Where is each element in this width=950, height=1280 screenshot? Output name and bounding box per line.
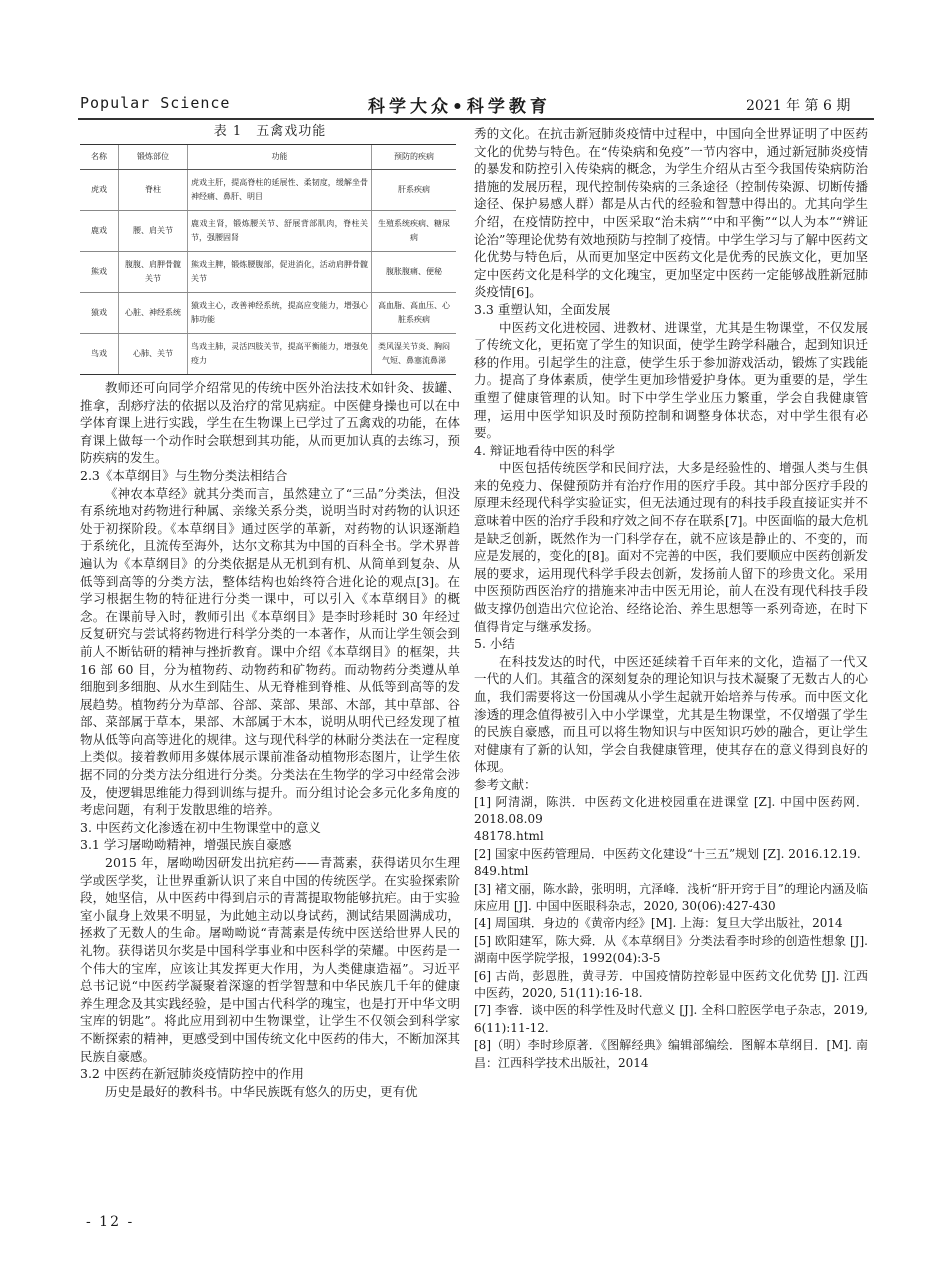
journal-name-chinese: 科学大众•科学教育 xyxy=(368,97,551,117)
table-cell: 虎戏主肝，提高脊柱的延展性、柔韧度，缓解坐骨神经痛、鼻肝、明目 xyxy=(188,170,372,211)
body-paragraph: 中医包括传统医学和民间疗法，大多是经验性的、增强人类与生俱来的免疫力、保健预防并有治疗作用的医疗手段。其中部分医疗手段的原理未经现代科学实验证实，但无法通过现有的科技手段直接证实并不意味着中医的治疗手段和疗效之间不存在联系[7]。中医面临的最大危机是缺乏创新，既然作为一门科学存在，就不应该是静止的、不变的，而应是发展的，变化的[8]。面对不完善的中医，我们要顺应中医药创新发展的要求，运用现代科学手段去创新，发扬前人留下的珍贵文化。采用中医预防西医治疗的措施来冲击中医无用论，前人在没有现代科技手段做支撑仍创造出穴位论治、经络论治、养生思想等一系列奇迹，在时下值得肯定与继承发扬。 xyxy=(474,460,868,634)
table-cell: 心脏、神经系统 xyxy=(119,293,188,334)
section-heading: 4. 辩证地看待中医的科学 xyxy=(474,442,615,458)
table-cell: 鹿戏主肾，锻炼腰关节、舒展背部肌肉，脊柱关节，强腰固肾 xyxy=(188,211,372,252)
body-paragraph: 《神农本草经》就其分类而言，虽然建立了“三品”分类法，但没有系统地对药物进行种属、亲缘关系分类，说明当时对药物的认识还处于初探阶段。《本草纲目》通过医学的革新，对药物的认识逐渐趋于系统化，且流传至海外，达尔文称其为中国的百科全书。学术界普遍认为《本草纲目》的分类依据是从无机到有机、从简单到复杂、从低等到高等的分类方法，整体结构也始终符合进化论的观点[3]。在学习根据生物的特征进行分类一课中，可以引入《本草纲目》的概念。在课前导入时，教师引出《本草纲目》是李时珍耗时 30 年经过反复研究与尝试将药物进行科学分类的一本著作，从而让学生领会到前人不断钻研的精神与挫折教育。课中介绍《本草纲目》的框架，共 16 部 60 目，分为植物药、动物药和矿物药。而动物药分类遵从单细胞到多细胞、从水生到陆生、从无脊椎到脊椎、从低等到高等的发展趋势。植物药分为草部、谷部、菜部、果部、木部，其中草部、谷部、菜部属于草本，果部、木部属于木本，说明从明代已经发现了植物从低等向高等进化的规律。这与现代科学的林耐分类法在一定程度上类似。接着教师用多媒体展示课前准备动植物形态图片，让学生依据不同的分类方法分组进行分类。分类法在生物学的学习中经常会涉及，使逻辑思维能力得到训练与提升。而分组讨论会多元化多角度的考虑问题，有利于发散思维的培养。 xyxy=(80,485,460,818)
section-heading: 3.1 学习屠呦呦精神，增强民族自豪感 xyxy=(80,837,292,853)
section-heading: 5. 小结 xyxy=(474,636,515,652)
table-cell: 鹿戏 xyxy=(80,211,119,252)
reference-entry: [6] 古尚，彭恩胜，黄寻芳．中国疫情防控彰显中医药文化优势 [J]. 江西中医药，2020, 51(11):16-18. xyxy=(474,968,868,1001)
body-paragraph: 中医药文化进校园、进教材、进课堂，尤其是生物课堂，不仅发展了传统文化，更拓宽了学生的知识面，使学生跨学科融合，起到知识迁移的作用。引起学生的注意，使学生乐于参加游戏活动，锻炼了实践能力。提高了身体素质，使学生更加珍惜爱护身体。更为重要的是，学生重塑了健康管理的认知。时下中学生学业压力繁重，学会自我健康管理，运用中医学知识及时预防控制和调整身体状态，对中学生很有必要。 xyxy=(474,319,868,441)
page-number: - 12 - xyxy=(86,1214,135,1230)
header-rule xyxy=(78,118,874,120)
table-row xyxy=(80,211,456,252)
table-cell: 高血脂、高血压、心脏系疾病 xyxy=(372,293,457,334)
body-paragraph: 在科技发达的时代，中医还延续着千百年来的文化，造福了一代又一代的人们。其蕴含的深刻复杂的理论知识与技术凝聚了无数古人的心血，我们需要将这一份国魂从小学生起就开始培养与传承。而中医文化渗透的理念值得被引入中小学课堂，尤其是生物课堂，不仅增强了学生的民族自豪感，而且可以将生物知识与中医知识巧妙的融合，更让学生对健康有了新的认知，学会自我健康管理，使其存在的意义得到良好的体现。 xyxy=(474,653,868,775)
table-cell: 腹胀腹痛、便秘 xyxy=(372,252,457,293)
table-row xyxy=(80,293,456,334)
continued-paragraph: 秀的文化。在抗击新冠肺炎疫情中过程中，中国向全世界证明了中医药文化的优势与特色。在“传染病和免疫”一节内容中，通过新冠肺炎疫情的暴发和防控引入传染病的概念，为学生介绍从古至今我国传染病防治措施的发展历程，现代控制传染病的三条途径（控制传染源、切断传播途径、保护易感人群）都是从古代的经验和智慧中得出的。尤其向学生介绍，在疫情防控中，中医采取“治未病”“中和平衡”“以人为本”“辨证论治”等理论优势有效地预防与控制了疫情。中学生学习与了解中医药文化优势与特色后，从而更加坚定中医药文化是优秀的民族文化，更加坚定中医药文化是科学的文化瑰宝，更加坚定中医药一定能够战胜新冠肺炎疫情[6]。 xyxy=(474,126,868,300)
body-paragraph: 2015 年，屠呦呦因研发出抗疟药——青蒿素，获得诺贝尔生理学或医学奖，让世界重新认识了来自中国的传统医学。在实验探索阶段，她坚信，从中医药中得到启示的青蒿提取物能够抗疟。由于实验室小鼠身上效果不明显，为此她主动以身试药，测试结果圆满成功，拯救了无数人的生命。屠呦呦说“青蒿素是传统中医送给世界人民的礼物。获得诺贝尔奖是中国科学事业和中医科学的荣耀。中医药是一个伟大的宝库，应该让其发挥更大作用，为人类健康造福”。习近平总书记说“中医药学凝聚着深邃的哲学智慧和中华民族几千年的健康养生理念及其实践经验，是中国古代科学的瑰宝，也是打开中华文明宝库的钥匙”。将此应用到初中生物课堂，让学生不仅领会到科学家不断探索的精神，更感受到中国传统文化中医药的伟大，不断加深其民族自豪感。 xyxy=(80,855,460,1064)
journal-name-latin: Popular Science xyxy=(80,94,231,112)
table-row xyxy=(80,252,456,293)
issue-info: 2021 年 第 6 期 xyxy=(746,98,851,114)
reference-entry: [5] 欧阳建军，陈大舜．从《本草纲目》分类法看李时珍的创造性想象 [J]. 湖南中医学院学报，1992(04):3-5 xyxy=(474,933,868,966)
section-heading: 3. 中医药文化渗透在初中生物课堂中的意义 xyxy=(80,819,321,835)
reference-entry: 849.html xyxy=(474,864,529,879)
table-cell: 心肺、关节 xyxy=(119,334,188,375)
table-cell: 熊戏主脾，锻炼腰腹部，促进消化，活动肩胛骨髋关节 xyxy=(188,252,372,293)
right-column xyxy=(474,125,868,1072)
body-paragraph: 教师还可向同学介绍常见的传统中医外治法技术如针灸、拔罐、推拿，刮痧疗法的依据以及治疗的常见病症。中医健身操也可以在中学体育课上进行实践，学生在生物课上已学过了五禽戏的功能，在体育课上做每一个动作时会联想到其功能，从而更加认真的去练习，预防疾病的发生。 xyxy=(80,380,460,466)
table-cell: 猿戏 xyxy=(80,293,119,334)
table-row xyxy=(80,334,456,375)
body-paragraph: 历史是最好的教科书。中华民族既有悠久的历史，更有优 xyxy=(105,1083,418,1099)
table-header-cell: 名称 xyxy=(80,145,119,170)
table-header-cell: 锻炼部位 xyxy=(119,145,188,170)
table-header-row xyxy=(80,145,456,170)
table-cell: 虎戏 xyxy=(80,170,119,211)
section-heading: 参考文献： xyxy=(474,776,537,792)
reference-entry: [1] 阿清湖，陈洪．中医药文化进校园重在进课堂 [Z]. 中国中医药网．2018.08.09 xyxy=(474,794,868,826)
table-header-cell: 功能 xyxy=(188,145,372,170)
table-row xyxy=(80,170,456,211)
reference-entry: [2] 国家中医药管理局．中医药文化建设“十三五”规划 [Z]. 2016.12.19. xyxy=(474,846,861,861)
table-title: 表 1 五禽戏功能 xyxy=(213,124,327,139)
table-cell: 脊柱 xyxy=(119,170,188,211)
table-cell: 腰、肩关节 xyxy=(119,211,188,252)
table-cell: 鸟戏主肺，灵活四肢关节，提高平衡能力，增强免疫力 xyxy=(188,334,372,375)
table-cell: 腹腹、肩胛骨髋关节 xyxy=(119,252,188,293)
table-cell: 生殖系统疾病、糖尿病 xyxy=(372,211,457,252)
section-heading: 3.2 中医药在新冠肺炎疫情防控中的作用 xyxy=(80,1066,304,1082)
reference-entry: [7] 李睿．谈中医的科学性及时代意义 [J]. 全科口腔医学电子杂志，2019, 6(11):11-12. xyxy=(474,1003,868,1035)
reference-entry: [8]（明）李时珍原著．《图解经典》编辑部编绘．图解本草纲目．[M]. 南昌：江西科学技术出版社，2014 xyxy=(474,1038,868,1070)
reference-entry: [4] 周国琪．身边的《黄帝内经》[M]. 上海：复旦大学出版社，2014 xyxy=(474,916,843,931)
table-cell: 肝系疾病 xyxy=(372,170,457,211)
table-cell: 猿戏主心，改善神经系统，提高应变能力，增强心肺功能 xyxy=(188,293,372,334)
table-header-cell: 预防的疾病 xyxy=(372,145,457,170)
section-heading: 3.3 重塑认知，全面发展 xyxy=(474,301,611,317)
table-cell: 熊戏 xyxy=(80,252,119,293)
left-column xyxy=(80,124,460,1100)
table-cell: 类风湿关节炎、胸闷气短、鼻塞流鼻涕 xyxy=(372,334,457,375)
table-cell: 鸟戏 xyxy=(80,334,119,375)
five-animal-exercise-table xyxy=(80,144,456,375)
reference-entry: [3] 褚文丽，陈水龄，张明明，亢泽峰．浅析“肝开窍于目”的理论内涵及临床应用 [J]. 中国中医眼科杂志，2020, 30(06):427-430 xyxy=(474,881,868,913)
section-heading: 2.3《本草纲目》与生物分类法相结合 xyxy=(80,467,288,483)
reference-entry: 48178.html xyxy=(474,829,544,844)
